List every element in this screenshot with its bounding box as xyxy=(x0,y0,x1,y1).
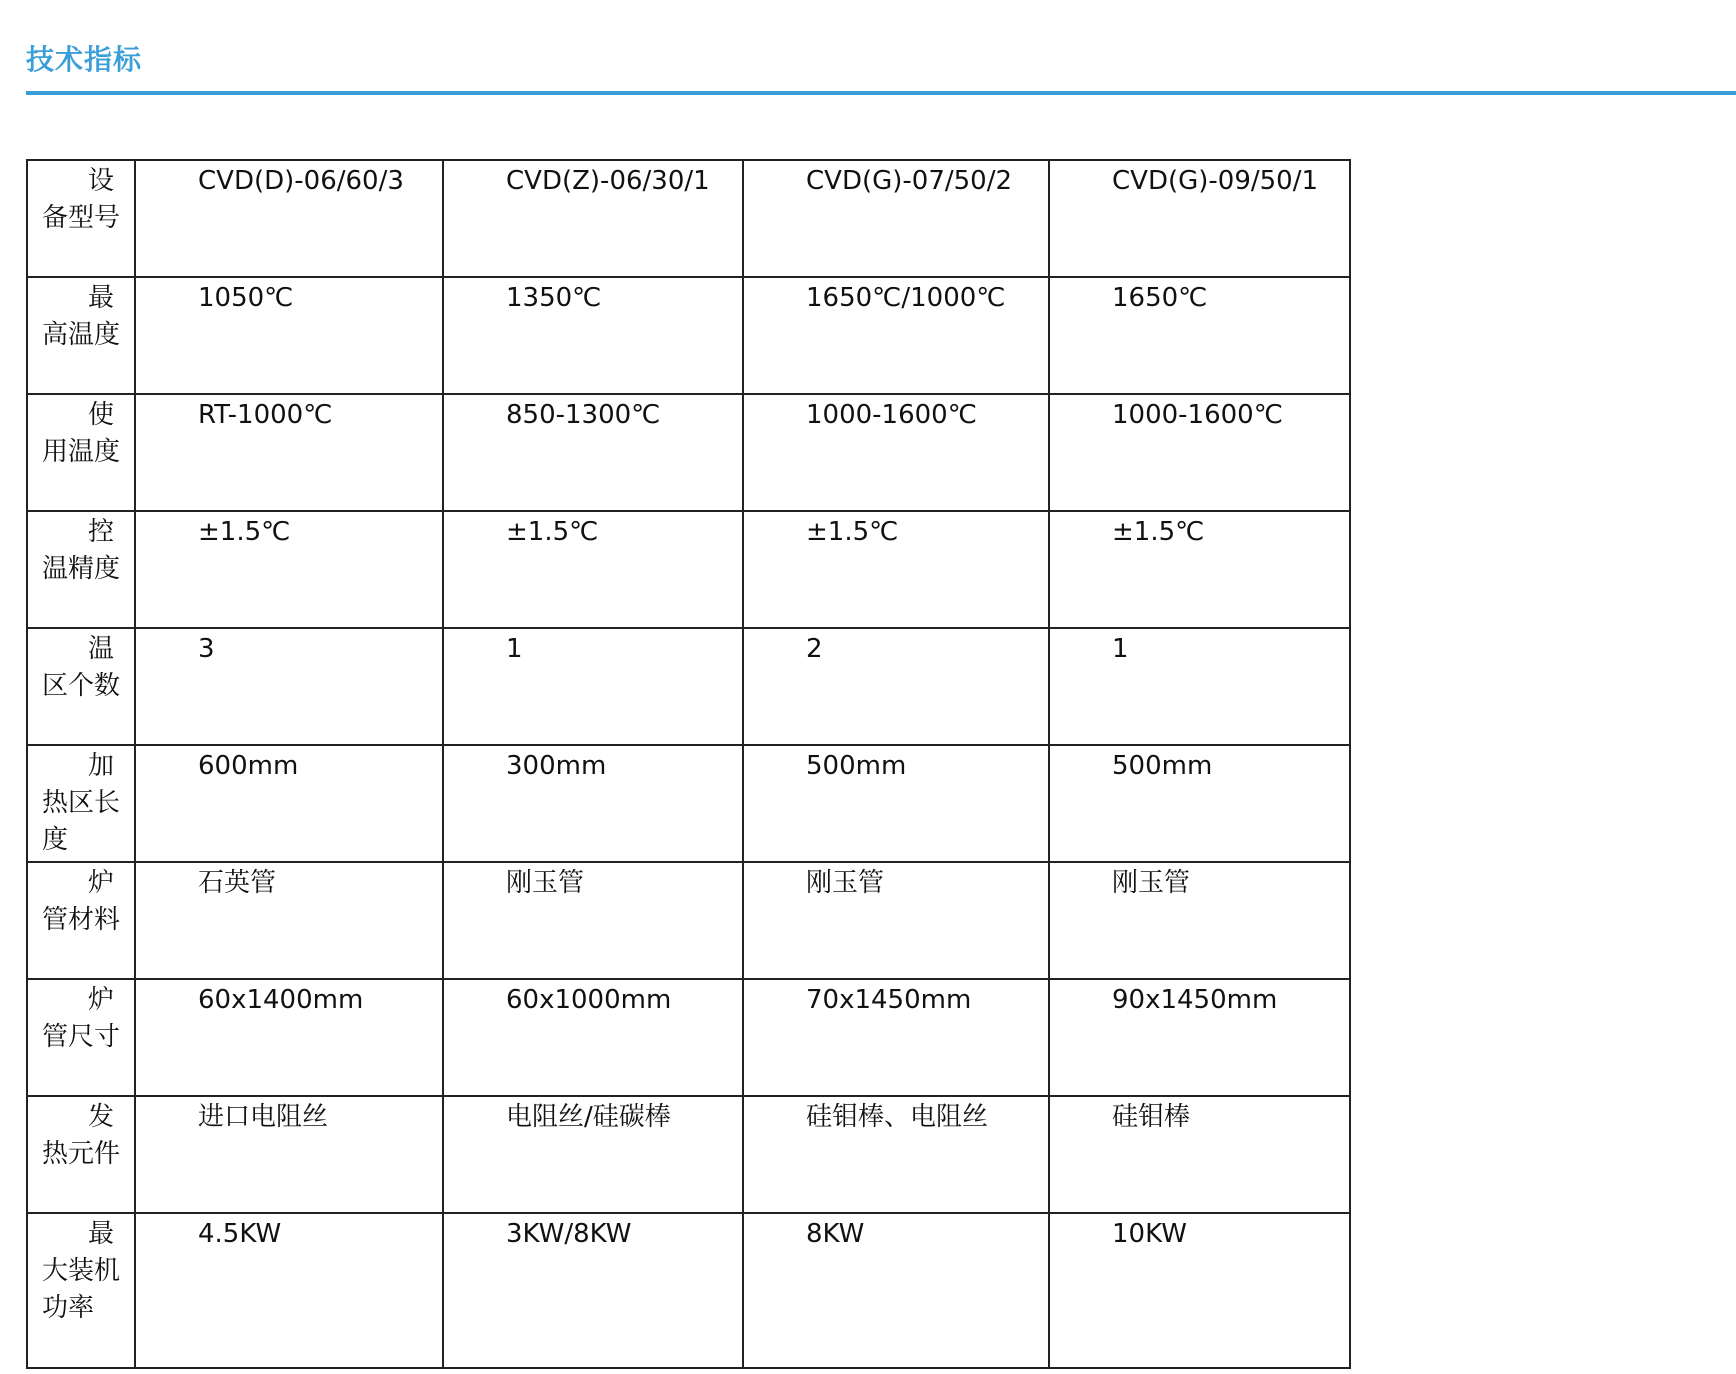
value-text: 1000-1600℃ xyxy=(1112,400,1283,430)
value-text: 90x1450mm xyxy=(1112,985,1278,1015)
value-text: 500mm xyxy=(806,751,907,781)
value-cell xyxy=(135,511,443,628)
value-cell xyxy=(743,394,1049,511)
value-text: ±1.5℃ xyxy=(806,517,899,547)
value-cell xyxy=(1049,394,1350,511)
param-label: 最高温度 xyxy=(42,283,121,350)
value-cell xyxy=(1049,862,1350,979)
value-text: 850-1300℃ xyxy=(506,400,661,430)
value-text: 1 xyxy=(506,634,523,664)
value-cell xyxy=(743,862,1049,979)
param-label: 最大装机功率 xyxy=(42,1219,121,1323)
value-text: 硅钼棒、电阻丝 xyxy=(806,1102,989,1132)
value-text: RT-1000℃ xyxy=(198,400,333,430)
value-text: 10KW xyxy=(1112,1219,1187,1249)
value-text: 电阻丝/硅碳棒 xyxy=(506,1102,671,1132)
value-text: 1650℃/1000℃ xyxy=(806,283,1006,313)
param-label: 炉管材料 xyxy=(42,868,121,935)
value-text: 1650℃ xyxy=(1112,283,1208,313)
value-text: 300mm xyxy=(506,751,607,781)
value-cell xyxy=(1049,160,1350,277)
param-label-cell xyxy=(27,160,135,277)
value-cell xyxy=(443,628,743,745)
table-row xyxy=(27,745,1350,862)
value-cell xyxy=(135,394,443,511)
value-text: 2 xyxy=(806,634,823,664)
value-text: 刚玉管 xyxy=(806,868,885,898)
value-cell xyxy=(135,979,443,1096)
param-label: 炉管尺寸 xyxy=(42,985,121,1052)
table-row xyxy=(27,628,1350,745)
param-label-cell xyxy=(27,277,135,394)
param-label-cell xyxy=(27,1096,135,1213)
param-label: 发热元件 xyxy=(42,1102,121,1169)
param-label-cell xyxy=(27,745,135,862)
value-text: CVD(G)-07/50/2 xyxy=(806,166,1013,196)
value-text: 石英管 xyxy=(198,868,277,898)
value-cell xyxy=(135,1096,443,1213)
value-cell xyxy=(1049,1213,1350,1368)
value-cell xyxy=(1049,979,1350,1096)
value-text: 70x1450mm xyxy=(806,985,972,1015)
table-row xyxy=(27,979,1350,1096)
value-text: 3KW/8KW xyxy=(506,1219,632,1249)
value-cell xyxy=(743,160,1049,277)
value-text: 1 xyxy=(1112,634,1129,664)
value-cell xyxy=(135,862,443,979)
table-row xyxy=(27,160,1350,277)
value-cell xyxy=(1049,628,1350,745)
value-cell xyxy=(743,277,1049,394)
param-label-cell xyxy=(27,979,135,1096)
value-cell xyxy=(443,1213,743,1368)
value-cell xyxy=(743,979,1049,1096)
value-text: 1350℃ xyxy=(506,283,602,313)
value-text: 60x1000mm xyxy=(506,985,672,1015)
value-text: CVD(D)-06/60/3 xyxy=(198,166,404,196)
value-cell xyxy=(1049,511,1350,628)
section-title: 技术指标 xyxy=(26,43,143,76)
param-label: 加热区长度 xyxy=(42,751,121,855)
value-text: CVD(Z)-06/30/1 xyxy=(506,166,710,196)
value-text: 600mm xyxy=(198,751,299,781)
value-cell xyxy=(135,628,443,745)
table-row xyxy=(27,394,1350,511)
title-divider xyxy=(26,91,1736,95)
value-cell xyxy=(743,511,1049,628)
table-row xyxy=(27,511,1350,628)
table-row xyxy=(27,1213,1350,1368)
value-text: 8KW xyxy=(806,1219,865,1249)
value-cell xyxy=(443,745,743,862)
value-cell xyxy=(743,1213,1049,1368)
value-cell xyxy=(743,628,1049,745)
value-cell xyxy=(135,745,443,862)
value-cell xyxy=(743,1096,1049,1213)
param-label-cell xyxy=(27,511,135,628)
value-text: 4.5KW xyxy=(198,1219,282,1249)
value-text: 500mm xyxy=(1112,751,1213,781)
value-cell xyxy=(443,862,743,979)
value-cell xyxy=(135,160,443,277)
value-cell xyxy=(443,160,743,277)
value-cell xyxy=(1049,1096,1350,1213)
value-text: 刚玉管 xyxy=(1112,868,1191,898)
param-label-cell xyxy=(27,1213,135,1368)
value-text: 1000-1600℃ xyxy=(806,400,977,430)
spec-table xyxy=(26,159,1351,1369)
value-cell xyxy=(743,745,1049,862)
value-text: CVD(G)-09/50/1 xyxy=(1112,166,1319,196)
value-cell xyxy=(443,394,743,511)
value-cell xyxy=(1049,277,1350,394)
value-text: 硅钼棒 xyxy=(1112,1102,1191,1132)
value-text: ±1.5℃ xyxy=(1112,517,1205,547)
param-label-cell xyxy=(27,394,135,511)
value-text: ±1.5℃ xyxy=(198,517,291,547)
value-text: ±1.5℃ xyxy=(506,517,599,547)
table-row xyxy=(27,277,1350,394)
param-label: 温区个数 xyxy=(42,634,121,701)
value-text: 进口电阻丝 xyxy=(198,1102,329,1132)
table-row xyxy=(27,1096,1350,1213)
value-cell xyxy=(443,1096,743,1213)
param-label-cell xyxy=(27,628,135,745)
table-row xyxy=(27,862,1350,979)
param-label: 控温精度 xyxy=(42,517,121,584)
value-text: 刚玉管 xyxy=(506,868,585,898)
value-text: 1050℃ xyxy=(198,283,294,313)
value-cell xyxy=(135,1213,443,1368)
value-cell xyxy=(135,277,443,394)
value-cell xyxy=(443,979,743,1096)
param-label: 使用温度 xyxy=(42,400,121,467)
value-cell xyxy=(1049,745,1350,862)
value-text: 3 xyxy=(198,634,215,664)
param-label-cell xyxy=(27,862,135,979)
value-cell xyxy=(443,277,743,394)
value-cell xyxy=(443,511,743,628)
param-label: 设备型号 xyxy=(42,166,121,233)
value-text: 60x1400mm xyxy=(198,985,364,1015)
